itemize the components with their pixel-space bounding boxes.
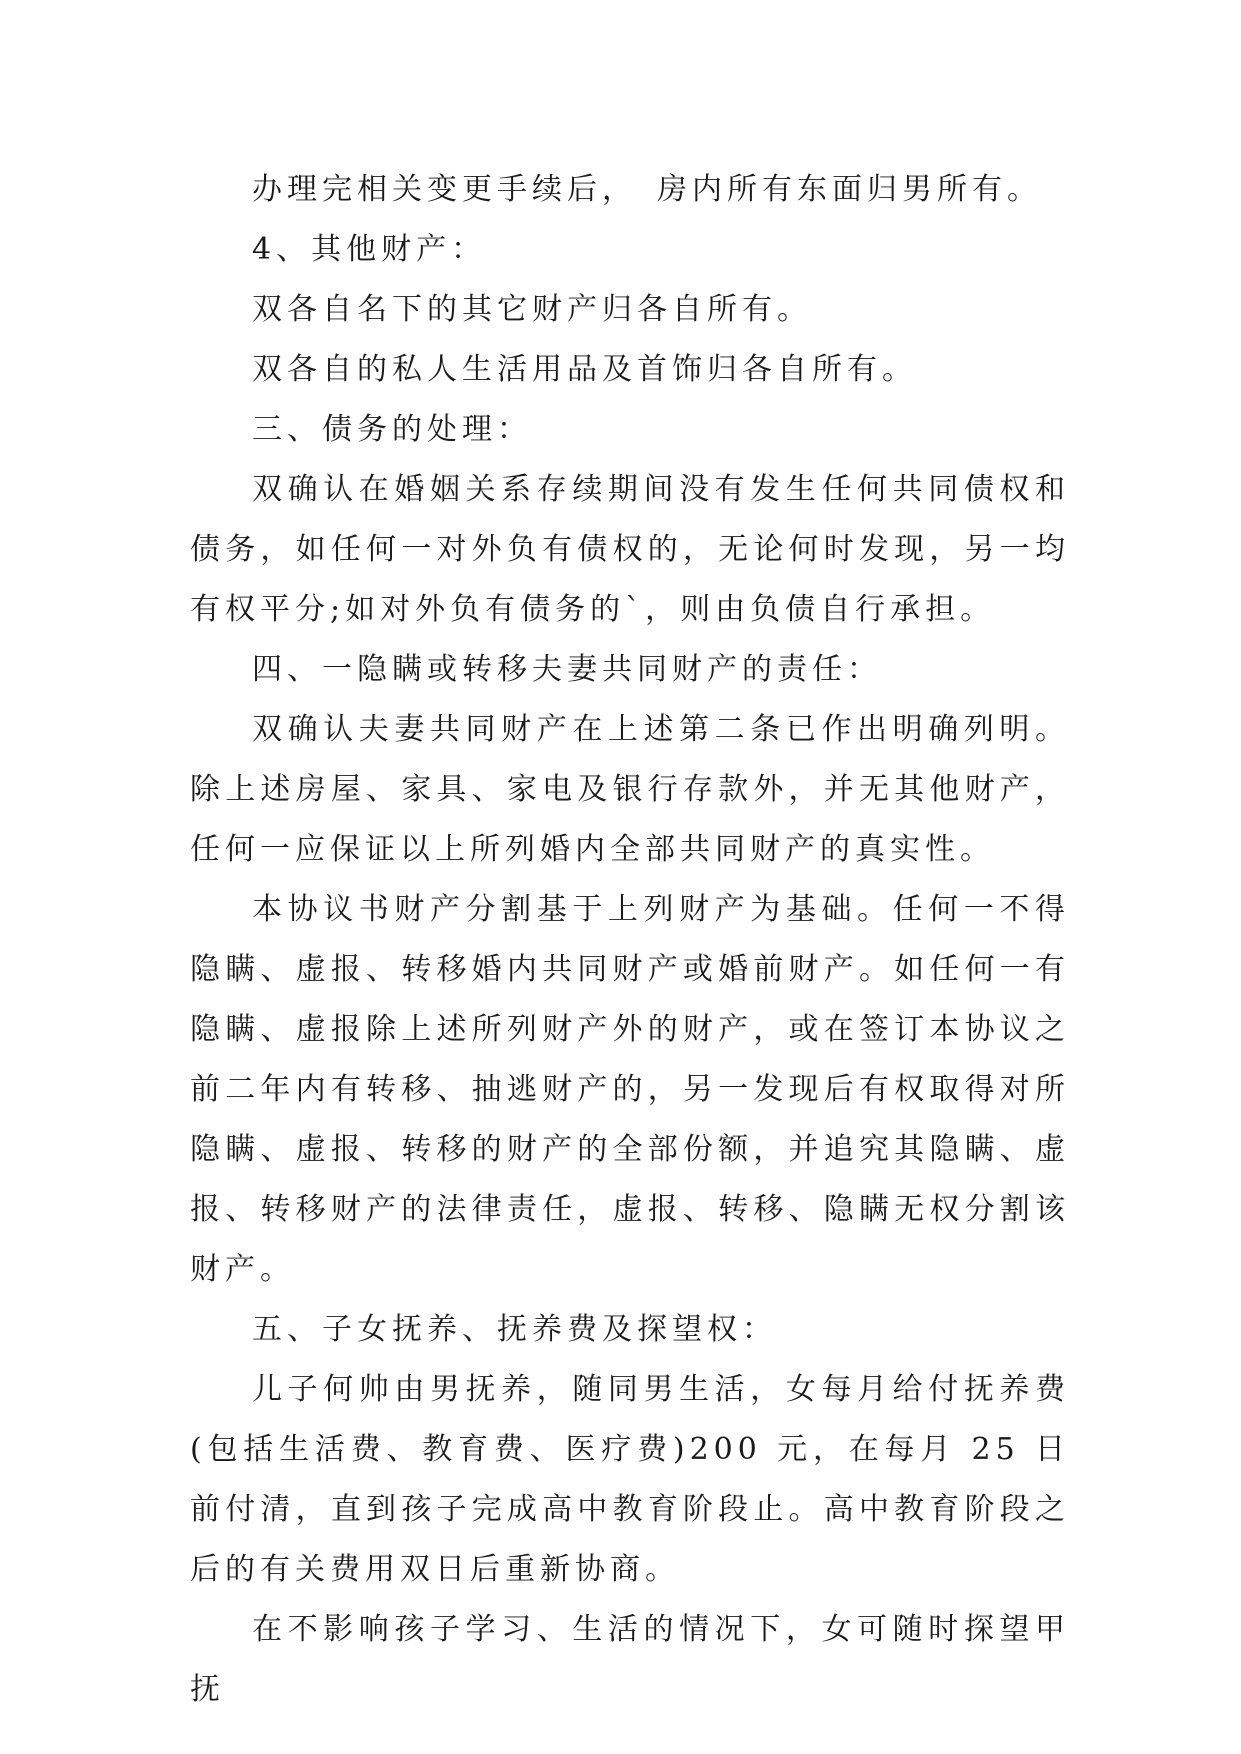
document-page <box>190 160 1070 1720</box>
paragraph-personal-items: 双各自的私人生活用品及首饰归各自所有。 <box>252 352 917 387</box>
heading-other-property: 4、其他财产： <box>252 232 487 267</box>
paragraph-joint-property-confirmation: 双确认夫妻共同财产在上述第二条已作出明确列明。除上述房屋、家具、家电及银行存款外，并无其他财产，任何一应保证以上所列婚内全部共同财产的真实性。 <box>190 712 1070 867</box>
paragraph-division-basis: 本协议书财产分割基于上列财产为基础。任何一不得隐瞒、虚报、转移婚内共同财产或婚前财产。如任何一有隐瞒、虚报除上述所列财产外的财产，或在签订本协议之前二年内有转移、抽逃财产的，另一发现后有权取得对所隐瞒、虚报、转移的财产的全部份额，并追究其隐瞒、虚报、转移财产的法律责任，虚报、转移、隐瞒无权分割该财产。 <box>190 892 1070 1287</box>
heading-concealment-liability: 四、一隐瞒或转移夫妻共同财产的责任： <box>252 652 882 687</box>
paragraph-own-property: 双各自名下的其它财产归各自所有。 <box>252 292 812 327</box>
paragraph-property-transfer: 办理完相关变更手续后， 房内所有东面归男所有。 <box>252 172 1042 207</box>
heading-debt-handling: 三、债务的处理： <box>252 412 532 447</box>
heading-child-custody: 五、子女抚养、抚养费及探望权： <box>252 1312 777 1347</box>
paragraph-debt-confirmation: 双确认在婚姻关系存续期间没有发生任何共同债权和债务，如任何一对外负有债权的，无论何时发现，另一均有权平分;如对外负有债务的`，则由负债自行承担。 <box>190 472 1070 627</box>
paragraph-child-support: 儿子何帅由男抚养，随同男生活，女每月给付抚养费(包括生活费、教育费、医疗费)200 元，在每月 25 日前付清，直到孩子完成高中教育阶段止。高中教育阶段之后的有关费用双日后重新协商。 <box>190 1372 1070 1587</box>
paragraph-visitation: 在不影响孩子学习、生活的情况下，女可随时探望甲抚 <box>190 1612 1070 1707</box>
